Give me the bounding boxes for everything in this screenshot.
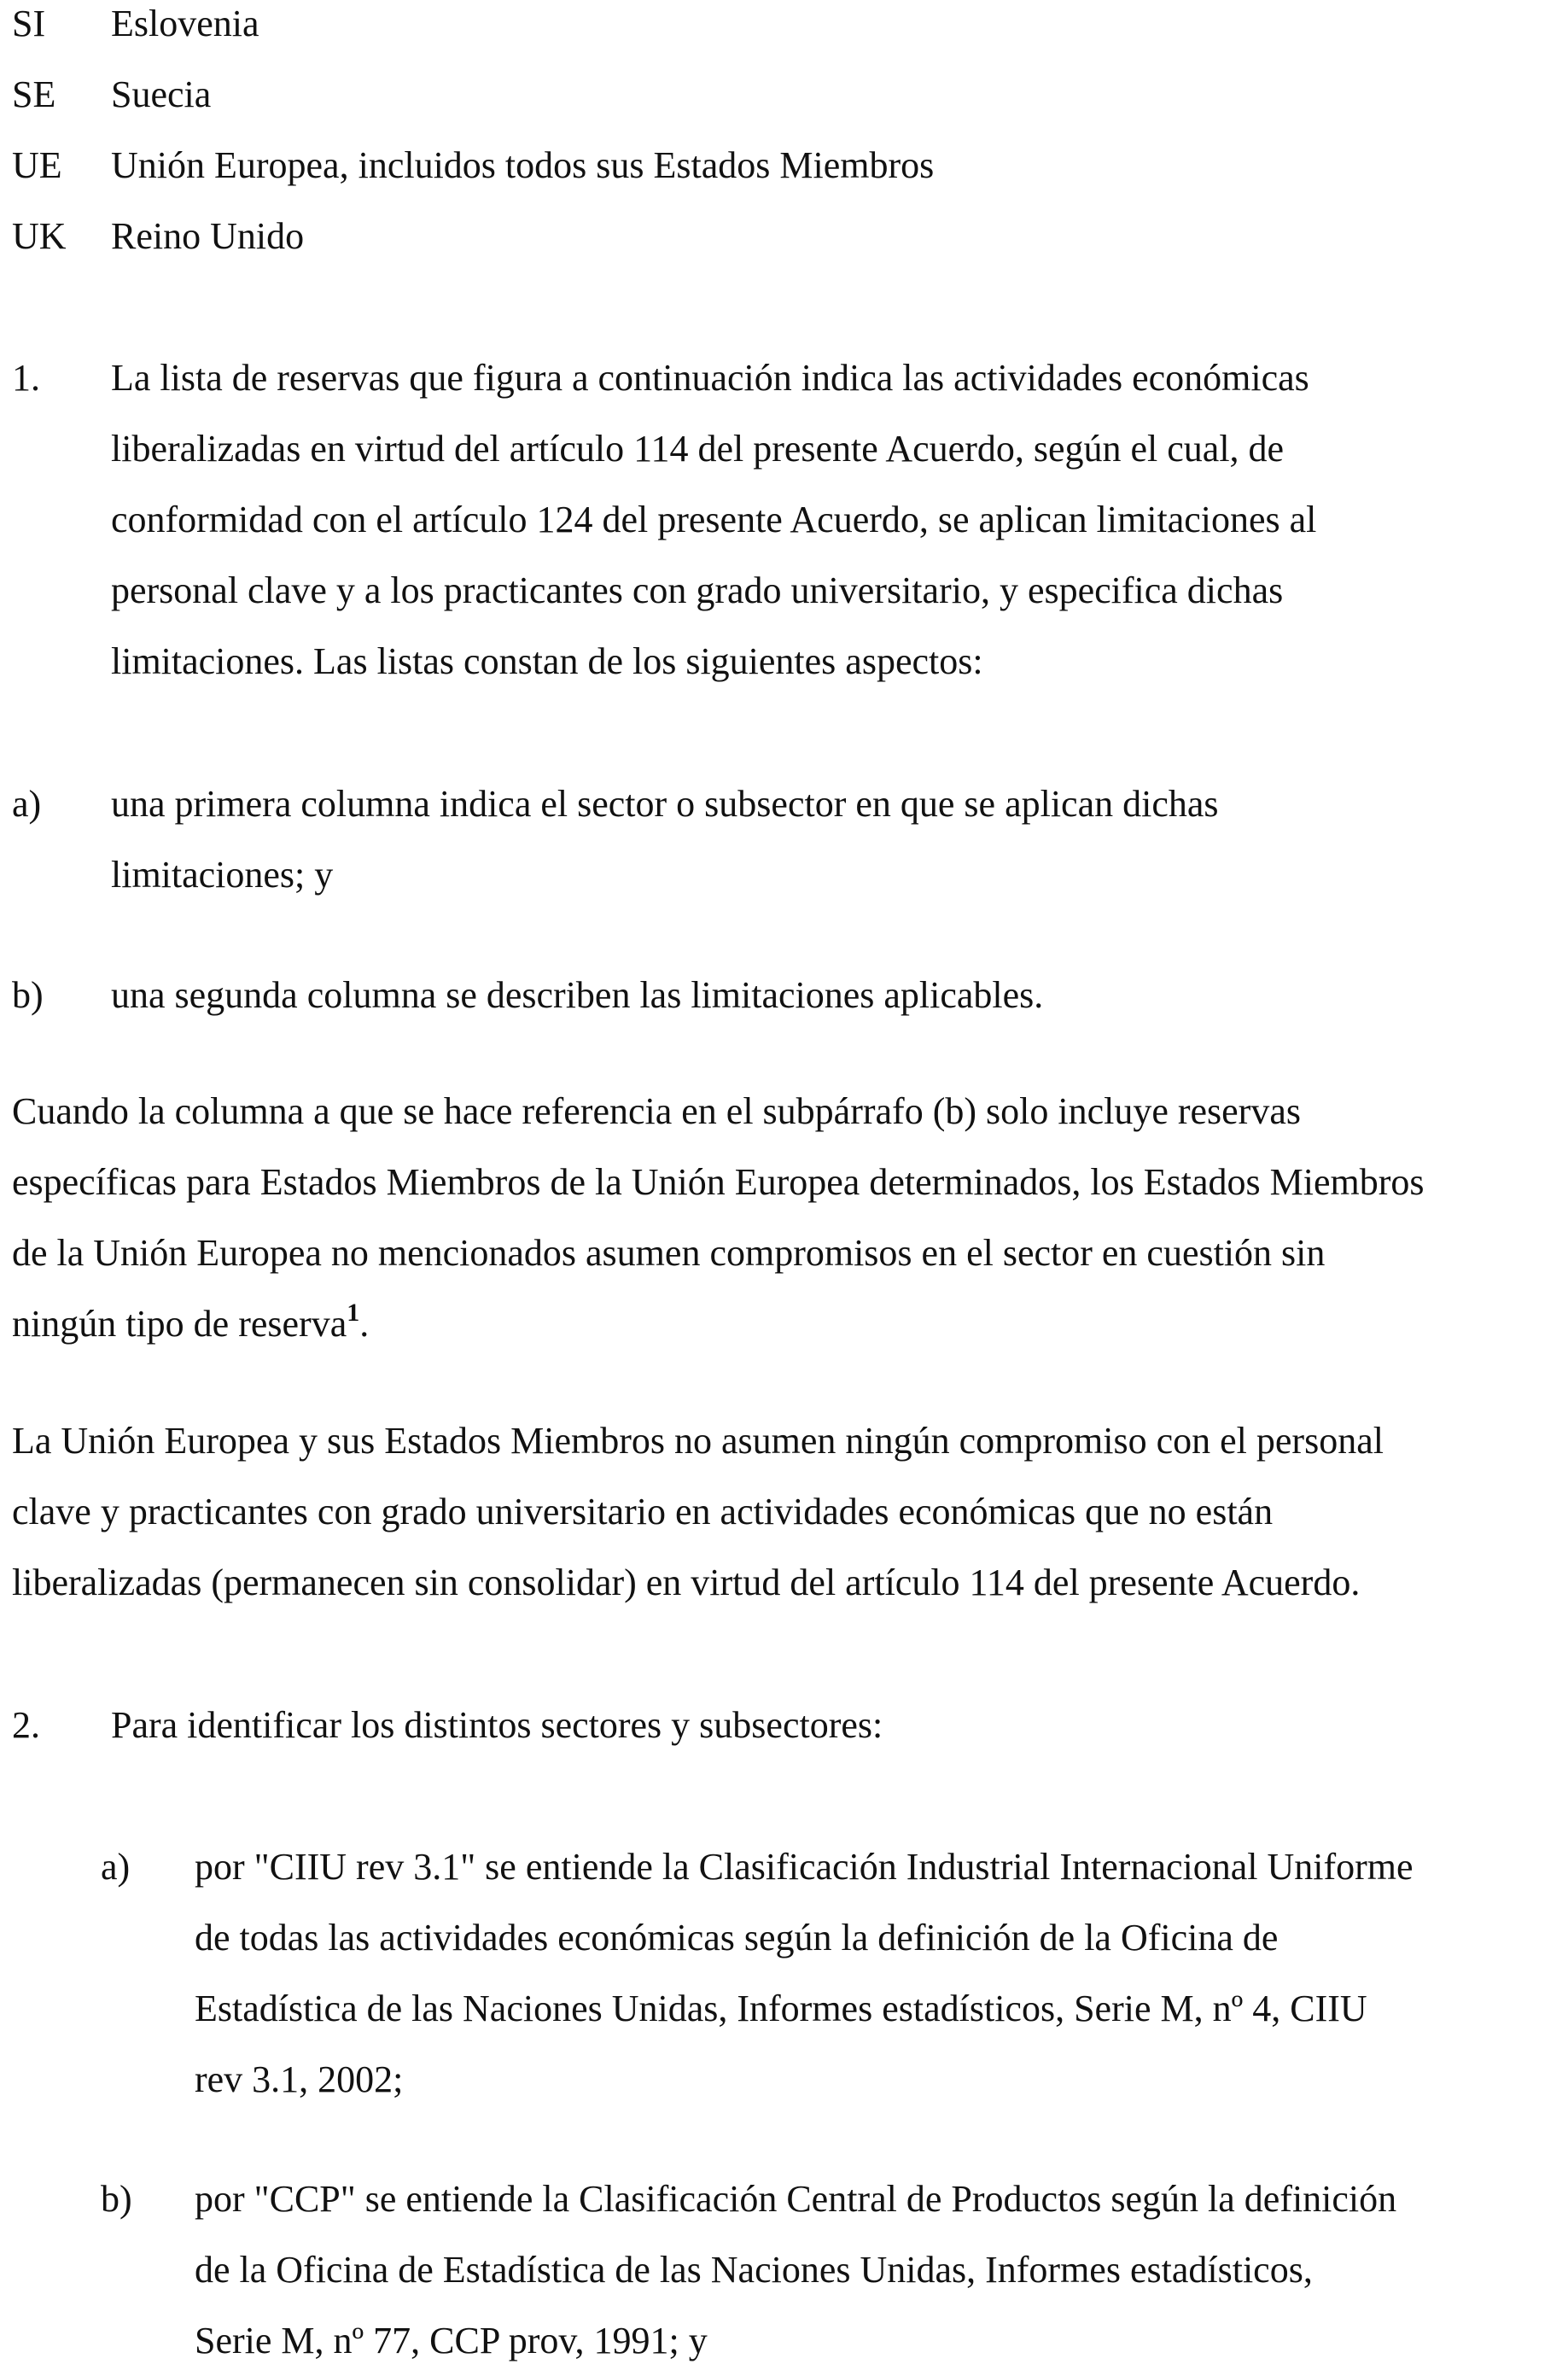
country-name: Unión Europea, incluidos todos sus Estados Miembros bbox=[111, 144, 935, 186]
text-line: una primera columna indica el sector o subsector en que se aplican dichas bbox=[111, 783, 1219, 825]
text-line: personal clave y a los practicantes con grado universitario, y especifica dichas bbox=[111, 569, 1284, 611]
country-name: Suecia bbox=[111, 73, 212, 115]
country-code: UK bbox=[12, 215, 67, 257]
paragraph-ue bbox=[12, 1405, 1557, 1618]
item-text bbox=[195, 2163, 1552, 2376]
country-code: UE bbox=[12, 144, 62, 186]
country-code: SI bbox=[12, 3, 46, 44]
text-line: Para identificar los distintos sectores y subsectores: bbox=[111, 1704, 883, 1746]
text-line: de la Oficina de Estadística de las Naciones Unidas, Informes estadísticos, bbox=[195, 2249, 1313, 2291]
text-line: de la Unión Europea no mencionados asumen compromisos en el sector en cuestión sin bbox=[12, 1232, 1326, 1274]
section-number: 1. bbox=[12, 357, 40, 399]
text-line: rev 3.1, 2002; bbox=[195, 2058, 404, 2100]
item-text bbox=[111, 768, 1568, 910]
item-marker: a) bbox=[12, 783, 42, 825]
footnote-reference[interactable]: 1 bbox=[347, 1299, 360, 1328]
country-name: Eslovenia bbox=[111, 3, 259, 44]
country-name: Reino Unido bbox=[111, 215, 305, 257]
text-line: Serie M, nº 77, CCP prov, 1991; y bbox=[195, 2320, 708, 2361]
item-marker: b) bbox=[101, 2178, 132, 2220]
text-line: limitaciones. Las listas constan de los siguientes aspectos: bbox=[111, 640, 983, 682]
section-number: 2. bbox=[12, 1704, 40, 1746]
country-code: SE bbox=[12, 73, 56, 115]
item-marker: a) bbox=[101, 1846, 131, 1888]
item-text bbox=[195, 1831, 1552, 2115]
text-line: específicas para Estados Miembros de la Unión Europea determinados, los Estados Miembros bbox=[12, 1161, 1425, 1203]
text-line: Cuando la columna a que se hace referencia en el subpárrafo (b) solo incluye reservas bbox=[12, 1090, 1301, 1132]
item-marker: b) bbox=[12, 974, 44, 1016]
paragraph-cuando bbox=[12, 1076, 1557, 1359]
text-line: por "CIIU rev 3.1" se entiende la Clasificación Industrial Internacional Uniforme bbox=[195, 1846, 1414, 1888]
section-1-text bbox=[111, 342, 1568, 697]
text-line: liberalizadas en virtud del artículo 114 del presente Acuerdo, según el cual, de bbox=[111, 428, 1285, 470]
text-line: clave y practicantes con grado universitario en actividades económicas que no están bbox=[12, 1491, 1274, 1532]
item-text bbox=[111, 960, 1568, 1030]
text-fragment: ningún tipo de reserva bbox=[12, 1303, 347, 1345]
text-line: una segunda columna se describen las limitaciones aplicables. bbox=[111, 974, 1044, 1016]
section-2-text bbox=[111, 1690, 1568, 1760]
text-line: de todas las actividades económicas según la definición de la Oficina de bbox=[195, 1917, 1279, 1959]
text-line-last bbox=[12, 1288, 1557, 1359]
text-line: La Unión Europea y sus Estados Miembros no asumen ningún compromiso con el personal bbox=[12, 1420, 1384, 1462]
text-fragment: . bbox=[359, 1303, 370, 1345]
text-line: por "CCP" se entiende la Clasificación Central de Productos según la definición bbox=[195, 2178, 1397, 2220]
text-line: Estadística de las Naciones Unidas, Informes estadísticos, Serie M, nº 4, CIIU bbox=[195, 1988, 1367, 2029]
text-line: limitaciones; y bbox=[111, 854, 334, 896]
text-line: liberalizadas (permanecen sin consolidar) en virtud del artículo 114 del presente Acuerdo. bbox=[12, 1562, 1361, 1603]
text-line: conformidad con el artículo 124 del presente Acuerdo, se aplican limitaciones al bbox=[111, 499, 1317, 540]
text-line: La lista de reservas que figura a continuación indica las actividades económicas bbox=[111, 357, 1309, 399]
